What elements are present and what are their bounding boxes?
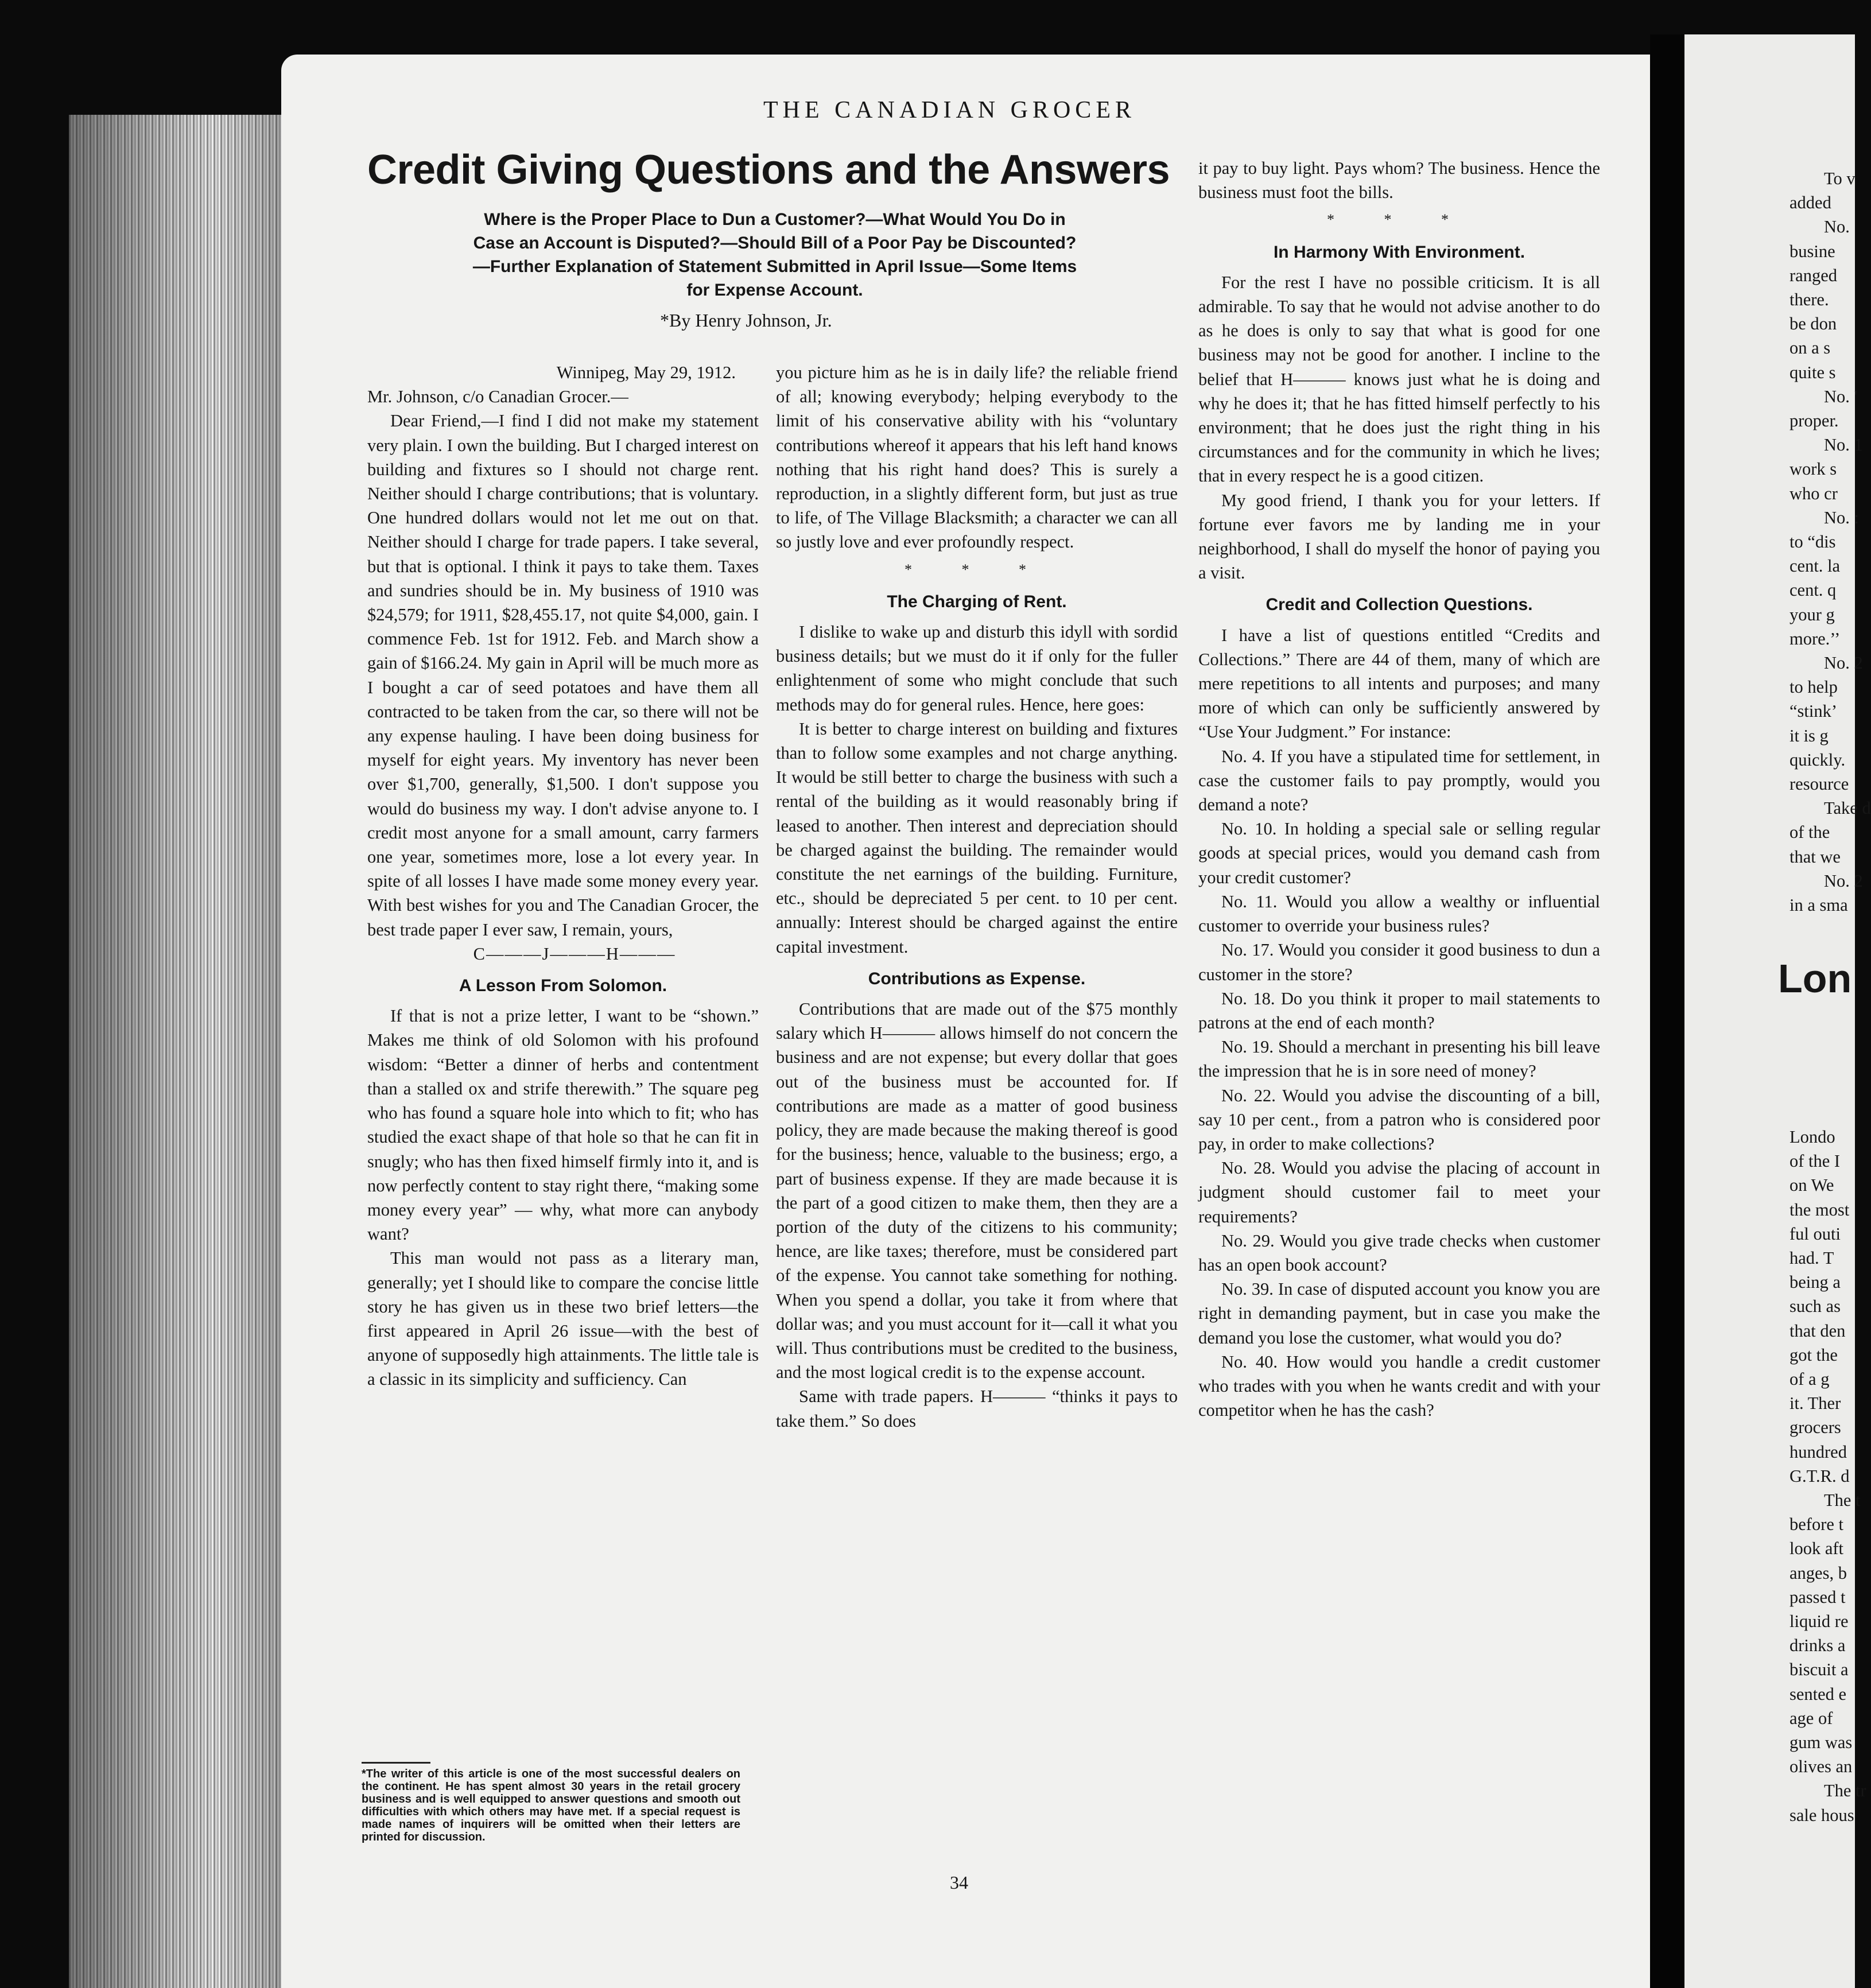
section-heading-contributions: Contributions as Expense. — [868, 969, 1086, 988]
facing-page-line: The t — [1824, 1490, 1861, 1510]
facing-page-line: sented e — [1790, 1684, 1847, 1704]
facing-page-line: look aft — [1790, 1539, 1844, 1559]
question-22: No. 22. Would you advise the discounting of a bill, say 10 per cent., from a patron who is considered poor pay, in order to make collections? — [1198, 1085, 1600, 1154]
facing-page-line: gum was — [1790, 1733, 1853, 1752]
question-4: No. 4. If you have a stipulated time for settlement, in case the customer fails to pay promptly, would you demand a note? — [1198, 746, 1600, 815]
facing-page-line: The tr — [1824, 1781, 1866, 1801]
facing-page-line: olives an — [1790, 1757, 1853, 1777]
facing-page-line: quite s — [1790, 362, 1836, 382]
facing-page-line: liquid re — [1790, 1612, 1849, 1631]
facing-page-line: there. — [1790, 290, 1829, 309]
facing-page-line: cent. q — [1790, 580, 1837, 600]
facing-page-line: to help — [1790, 677, 1838, 697]
facing-page-line: cent. la — [1790, 556, 1841, 576]
facing-page-line: of the I — [1790, 1151, 1841, 1171]
paragraph: it pay to buy light. Pays whom? The business. Hence the business must foot the bills. — [1198, 158, 1600, 203]
facing-page-line: anges, b — [1790, 1563, 1847, 1583]
facing-page-line: No. ' — [1824, 386, 1858, 406]
salutation-address: Mr. Johnson, c/o Canadian Grocer.— — [367, 387, 628, 407]
facing-page-line: to “dis — [1790, 532, 1836, 552]
section-heading-solomon: A Lesson From Solomon. — [459, 976, 667, 996]
facing-page-line: To v — [1824, 169, 1856, 188]
question-40: No. 40. How would you handle a credit customer who trades with you when he wants credit and with your competitor when he has the cash? — [1198, 1352, 1600, 1420]
question-29: No. 29. Would you give trade checks when customer has an open book account? — [1198, 1230, 1600, 1275]
facing-page-line: Take d — [1824, 798, 1871, 818]
facing-page-line: be don — [1790, 314, 1837, 334]
paragraph: For the rest I have no possible criticism. It is all admirable. To say that he would not advise another to do as he does is only to say that what is good for one business may not be good for another. I incline to the belief that H——— knows just what he is doing and why he does it; that he has fitted himself perfectly to his environment; that he does just the right thing in his circumstances and for the community in which he lives; that in every respect he is a good citizen. — [1198, 272, 1600, 486]
paragraph: I have a list of questions entitled “Credits and Collections.” There are 44 of them, many of which are mere repetitions to all intents and purposes; and many more of which can only be sufficiently answered by “Use Your Judgment.” For instance: — [1198, 625, 1600, 742]
facing-page-line: drinks a — [1790, 1636, 1846, 1656]
dateline: Winnipeg, May 29, 1912. — [556, 363, 736, 382]
section-heading-harmony: In Harmony With Environment. — [1273, 242, 1525, 262]
paragraph: you picture him as he is in daily life? the reliable friend of all; knowing everybody; helping everybody to the limit of his conservative ability with his “voluntary contributions whereof it appears that his left hand knows nothing that his right hand does? This is surely a reproduction, in a slightly different form, but just as true to life, of The Village Blacksmith; a character we can all so justly love and ever profoundly respect. — [776, 363, 1178, 552]
facing-page-line: on We — [1790, 1175, 1834, 1195]
facing-page-line: work s — [1790, 459, 1837, 479]
question-28: No. 28. Would you advise the placing of account in judgment should customer fail to meet your requirements? — [1198, 1158, 1600, 1226]
facing-page-line: it is g — [1790, 725, 1829, 746]
facing-page-line: of the — [1790, 822, 1830, 842]
facing-page-line: ranged — [1790, 265, 1837, 285]
facing-page-line: busine — [1790, 241, 1835, 261]
facing-page-line: got the — [1790, 1345, 1838, 1365]
facing-page-line: Londo — [1790, 1127, 1835, 1147]
facing-page-line: proper. — [1790, 411, 1839, 430]
facing-page-line: passed t — [1790, 1587, 1846, 1607]
book-gutter — [1650, 34, 1684, 1988]
facing-page-line: on a s — [1790, 338, 1831, 358]
facing-page-line: No. 1 — [1824, 435, 1863, 455]
paragraph: If that is not a prize letter, I want to be “shown.” Makes me think of old Solomon with his profound wisdom: “Better a dinner of herbs and contentment than a stalled ox and strife therewith.” The square peg who has found a square hole into which to fit; who has studied the exact shape of that hole so that he can fit in snugly; who has then fixed himself firmly into it, and is now perfectly content to stay right there, “making some money every year” — why, what more can anybody want? — [367, 1006, 759, 1244]
facing-page-line: it. Ther — [1790, 1393, 1841, 1414]
facing-page-line: grocers — [1790, 1418, 1841, 1438]
question-10: No. 10. In holding a special sale or selling regular goods at special prices, would you demand cash from your credit customer? — [1198, 819, 1600, 887]
section-heading-rent: The Charging of Rent. — [887, 592, 1067, 611]
facing-page-line: No. — [1824, 217, 1850, 237]
paragraph: My good friend, I thank you for your letters. If fortune ever favors me by landing me in your neighborhood, I shall do myself the honor of paying you a visit. — [1198, 490, 1600, 583]
page-edge-shadow — [69, 115, 310, 1988]
paragraph: Same with trade papers. H——— “thinks it pays to take them.” So does — [776, 1387, 1178, 1431]
facing-page-line: No. 2 — [1824, 871, 1863, 891]
facing-page-line: of a g — [1790, 1369, 1830, 1389]
facing-page-line: biscuit a — [1790, 1660, 1849, 1680]
article-headline: Credit Giving Questions and the Answers — [367, 147, 1170, 193]
section-separator: * * * — [905, 561, 1049, 578]
facing-page-line: ful outi — [1790, 1224, 1841, 1244]
facing-page-line: sale hous — [1790, 1805, 1854, 1825]
page-number: 34 — [950, 1872, 968, 1893]
facing-page-line: age of — [1790, 1708, 1833, 1728]
facing-page-line: such as — [1790, 1296, 1841, 1317]
running-head: THE CANADIAN GROCER — [763, 97, 1136, 123]
facing-page-line: who cr — [1790, 483, 1838, 503]
letter-body: Dear Friend,—I find I did not make my statement very plain. I own the building. But I charged interest on building and fixtures so I should not charge rent. Neither should I charge contributions; that is voluntary. One hundred dollars would not let me out on that. Neither should I charge for trade papers. I take several, but that is optional. I think it pays to take them. Taxes and sundries should be in. My business of 1910 was $24,579; for 1911, $28,455.17, not quite $4,000, gain. I commence Feb. 1st for 1912. Feb. and March show a gain of $166.24. My gain in April will be much more as I bought a car of seed potatoes and have them all contracted to be taken from the car, so there will not be any expense hauling. I have been doing business for myself for eight years. My inventory has never been over $1,700, generally, $1,500. I don't suppose you would do business my way. I don't advise anyone to. I credit most anyone for a small amount, carry farmers one year, sometimes more, lose a lot every year. In spite of all losses I have made some money every year. With best wishes for you and The Canadian Grocer, the best trade paper I ever saw, I remain, yours, — [367, 411, 759, 939]
question-18: No. 18. Do you think it proper to mail statements to patrons at the end of each month? — [1198, 988, 1600, 1032]
section-heading-credit-questions: Credit and Collection Questions. — [1266, 595, 1533, 615]
facing-page-line: being a — [1790, 1272, 1841, 1292]
question-11: No. 11. Would you allow a wealthy or influential customer to override your business rules? — [1198, 891, 1600, 936]
facing-page-line: that we — [1790, 847, 1841, 867]
column-1 — [367, 360, 759, 1392]
facing-page-line: more.’’ — [1790, 628, 1841, 649]
facing-page-line: G.T.R. d — [1790, 1466, 1850, 1486]
facing-page-line: had. T — [1790, 1248, 1834, 1268]
question-19: No. 19. Should a merchant in presenting his bill leave the impression that he is in sore need of money? — [1198, 1037, 1600, 1081]
paragraph: I dislike to wake up and disturb this idyll with sordid business details; but we must do it if only for the fuller enlightenment of some who might conclude that such methods may do for general rules. Hence, here goes: — [776, 622, 1178, 715]
facing-page-line: added — [1790, 193, 1831, 213]
column-3 — [1198, 156, 1600, 1422]
facing-page-line: No. : — [1824, 507, 1859, 527]
paragraph: This man would not pass as a literary man, generally; yet I should like to compare the concise little story he has given us in these two brief letters—the first appeared in April 26 issue—with the best of anyone of supposedly high attainments. The little tale is a classic in its simplicity and sufficiency. Can — [367, 1248, 759, 1389]
question-17: No. 17. Would you consider it good business to dun a customer in the store? — [1198, 940, 1600, 984]
footnote: *The writer of this article is one of the most successful dealers on the continent. He has spent almost 30 years in the retail grocery business and is well equipped to answer questions and smooth out difficulties with which others may have met. If a special request is made names of inquirers will be omitted when their letters are printed for discussion. — [362, 1768, 740, 1843]
facing-page-line: that den — [1790, 1321, 1846, 1341]
facing-page-line: hundred — [1790, 1442, 1847, 1462]
facing-page-headline: Lon — [1778, 956, 1852, 1001]
facing-page-line: quickly. — [1790, 750, 1846, 770]
section-separator: * * * — [1327, 211, 1472, 228]
question-39: No. 39. In case of disputed account you know you are right in demanding payment, but in case you make the demand you lose the customer, what would you do? — [1198, 1279, 1600, 1348]
facing-page-line: before t — [1790, 1515, 1843, 1535]
article-deck: Where is the Proper Place to Dun a Customer?—What Would You Do in Case an Account is Disputed?—Should Bill of a Poor Pay be Discounted?—Further Explanation of Statement Submitted in April Issue—Some Items for Expense Account. — [472, 210, 1077, 300]
letter-signature: C———J———H——— — [473, 943, 676, 964]
facing-page-line: your g — [1790, 604, 1835, 624]
column-2 — [776, 360, 1178, 1433]
facing-page-line: in a sma — [1790, 895, 1848, 915]
facing-page-line: No. 2 — [1824, 653, 1863, 673]
paragraph: Contributions that are made out of the $75 monthly salary which H——— allows himself do not concern the business and are not expense; but every dollar that goes out of the business must be accounted for. If contributions are made as a matter of good business policy, they are made because the making thereof is good for the business; hence, valuable to the business; ergo, a part of business expense. If they are made because it is the part of a good citizen to make them, then they are a portion of the duty of the citizens to his community; hence, are like taxes; therefore, must be considered part of the expense. You cannot take something for nothing. When you spend a dollar, you take it from where that dollar was; and you must account for it—call it what you will. Thus contributions must be credited to the business, and the most logical credit is to the expense account. — [776, 999, 1178, 1383]
facing-page-line: the most — [1790, 1199, 1850, 1220]
paragraph: It is better to charge interest on building and fixtures than to follow some examples and not charge anything. It would be still better to charge the business with such a rental of the building as it would reasonably bring if leased to another. Then interest and depreciation should be charged against the building. The remainder would constitute the net earnings of the building. Furniture, etc., should be depreciated 5 per cent. to 10 per cent. annually: Interest should be charged against the entire capital investment. — [776, 719, 1178, 957]
facing-page-line: “stink’ — [1790, 701, 1838, 721]
byline: *By Henry Johnson, Jr. — [660, 310, 832, 331]
footnote-rule — [362, 1762, 430, 1764]
facing-page-line: resource — [1790, 774, 1849, 794]
